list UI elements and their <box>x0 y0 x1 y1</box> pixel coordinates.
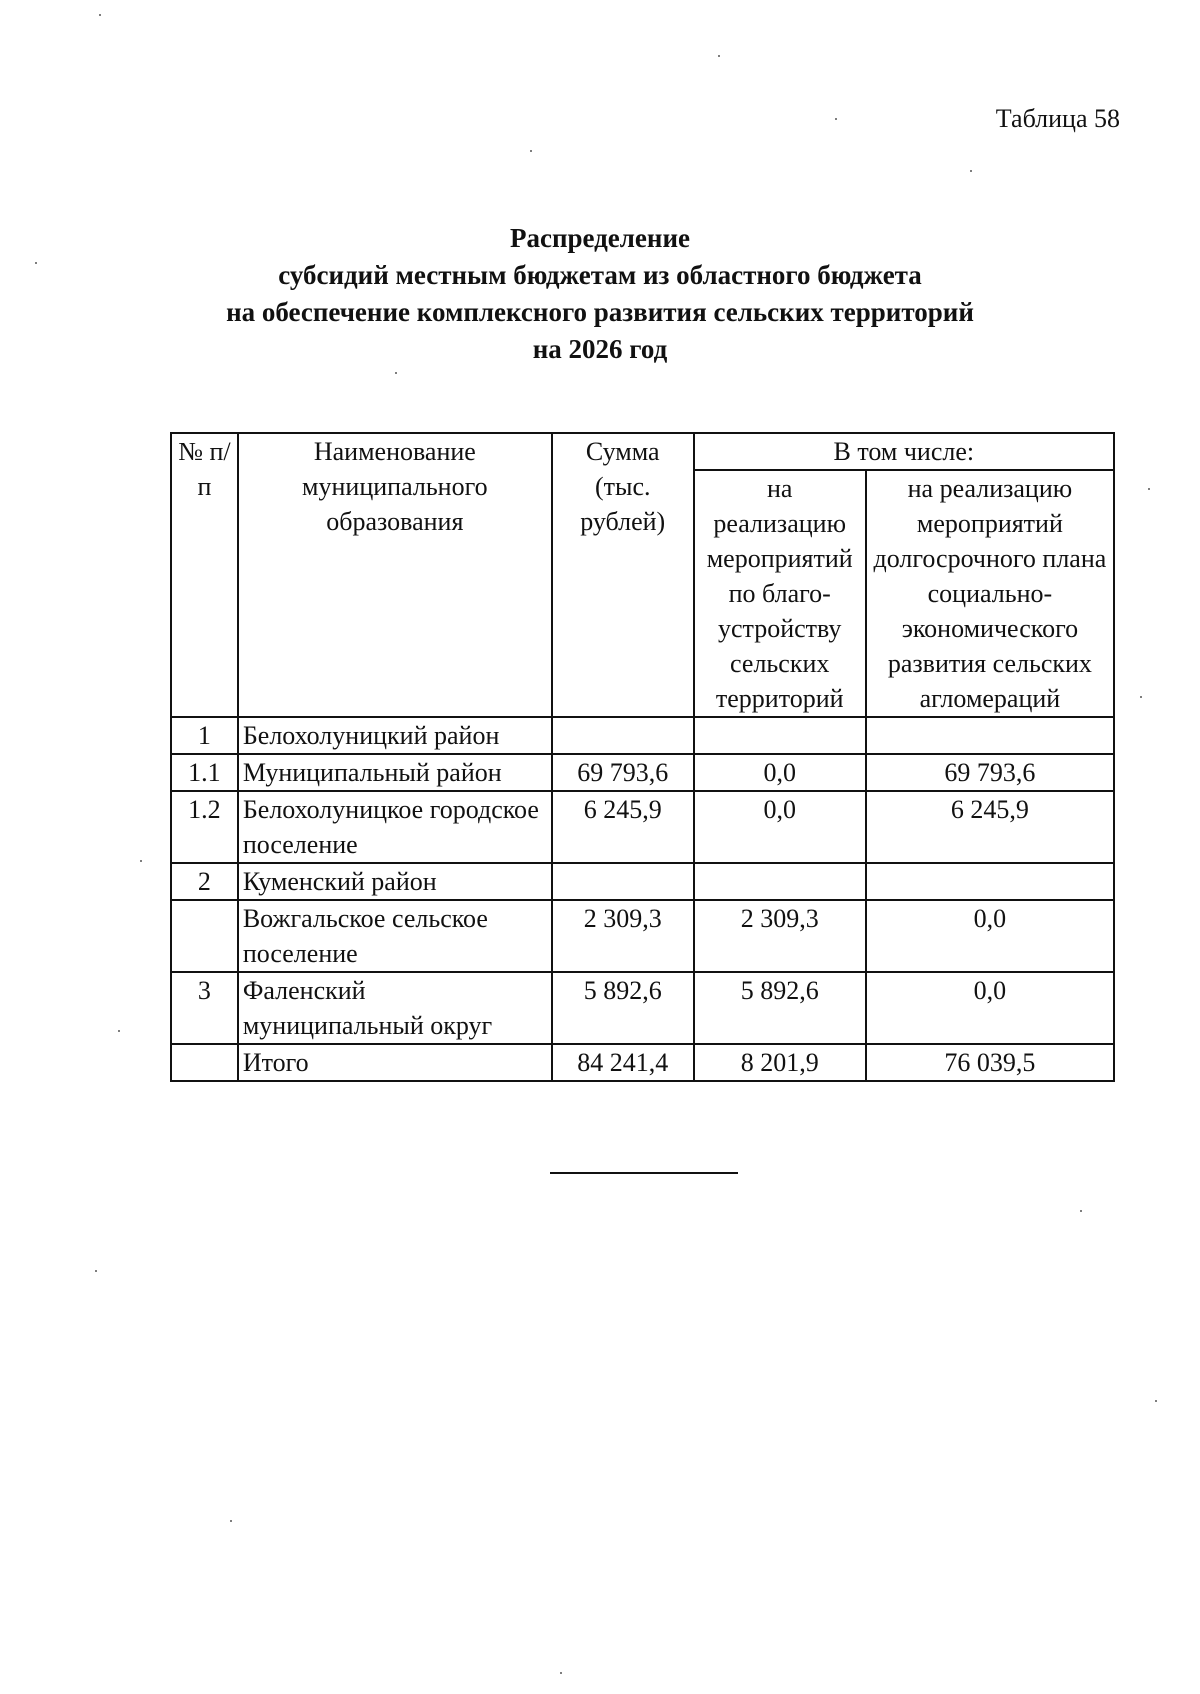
row-num <box>171 900 238 972</box>
table-total-row <box>171 1044 1114 1081</box>
row-num: 1 <box>171 717 238 754</box>
row-num: 1.1 <box>171 754 238 791</box>
table-row <box>171 791 1114 863</box>
row-col-a <box>694 863 866 900</box>
table-number-label: Таблица 58 <box>995 104 1120 133</box>
header-num: № п/п <box>171 433 238 717</box>
header-including: В том числе: <box>694 433 1114 470</box>
row-sum <box>552 717 694 754</box>
row-name: Вожгальское сельское поселение <box>238 900 552 972</box>
row-col-b: 0,0 <box>866 900 1114 972</box>
table-row <box>171 754 1114 791</box>
row-num: 3 <box>171 972 238 1044</box>
row-name: Белохолуницкое городское поселение <box>238 791 552 863</box>
row-col-a: 0,0 <box>694 754 866 791</box>
header-sum: Сумма (тыс. рублей) <box>552 433 694 717</box>
header-col-b: на реализацию мероприятий долгосрочного плана социально-экономического развития сельских агломераций <box>866 470 1114 717</box>
row-col-a: 2 309,3 <box>694 900 866 972</box>
row-sum: 6 245,9 <box>552 791 694 863</box>
row-col-b: 69 793,6 <box>866 754 1114 791</box>
row-name: Итого <box>238 1044 552 1081</box>
document-title <box>0 220 1200 368</box>
row-sum: 2 309,3 <box>552 900 694 972</box>
table-row <box>171 972 1114 1044</box>
row-name: Куменский район <box>238 863 552 900</box>
subsidy-table <box>170 432 1115 1082</box>
table-row <box>171 900 1114 972</box>
header-col-a: на реализацию мероприятий по благо-устройству сельских территорий <box>694 470 866 717</box>
row-num: 1.2 <box>171 791 238 863</box>
title-line: на 2026 год <box>532 334 668 364</box>
row-name: Белохолуницкий район <box>238 717 552 754</box>
row-name: Муниципальный район <box>238 754 552 791</box>
row-col-b <box>866 863 1114 900</box>
row-col-b <box>866 717 1114 754</box>
row-num: 2 <box>171 863 238 900</box>
table-row <box>171 717 1114 754</box>
row-name: Фаленский муниципальный округ <box>238 972 552 1044</box>
row-col-a: 8 201,9 <box>694 1044 866 1081</box>
row-col-a <box>694 717 866 754</box>
title-line: субсидий местным бюджетам из областного бюджета <box>278 260 922 290</box>
row-sum: 69 793,6 <box>552 754 694 791</box>
header-name: Наименование муниципального образования <box>238 433 552 717</box>
row-num <box>171 1044 238 1081</box>
row-sum <box>552 863 694 900</box>
row-col-b: 76 039,5 <box>866 1044 1114 1081</box>
closing-separator-line <box>550 1172 738 1174</box>
row-sum: 5 892,6 <box>552 972 694 1044</box>
row-col-b: 0,0 <box>866 972 1114 1044</box>
row-col-b: 6 245,9 <box>866 791 1114 863</box>
row-col-a: 0,0 <box>694 791 866 863</box>
row-col-a: 5 892,6 <box>694 972 866 1044</box>
table-header-row <box>171 433 1114 470</box>
row-sum: 84 241,4 <box>552 1044 694 1081</box>
table-row <box>171 863 1114 900</box>
title-line: на обеспечение комплексного развития сельских территорий <box>226 297 974 327</box>
title-line: Распределение <box>509 223 691 253</box>
